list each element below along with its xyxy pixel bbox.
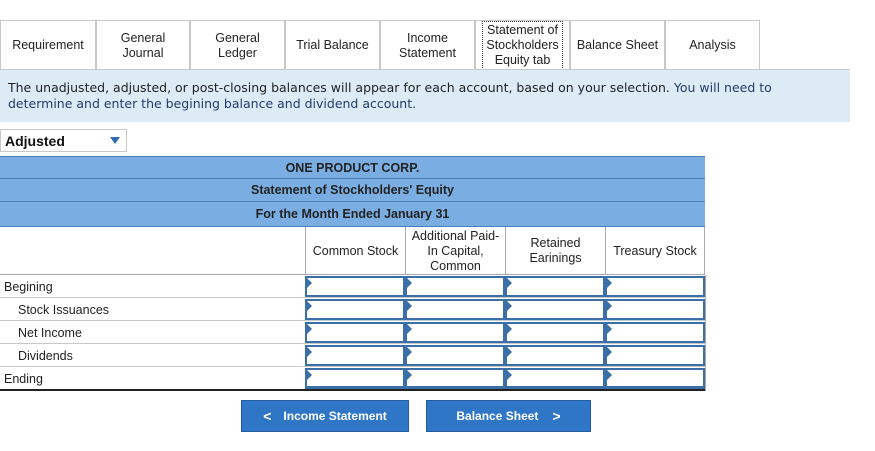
- ending-treasury-stock-input[interactable]: [605, 368, 705, 389]
- begining-common-stock-input[interactable]: [305, 276, 405, 297]
- tab-label: General Journal: [120, 30, 166, 60]
- statement-period-text: For the Month Ended January 31: [255, 207, 450, 221]
- table-right-border: [705, 275, 706, 391]
- tab-label: Trial Balance: [296, 38, 369, 52]
- tab-requirement[interactable]: [0, 20, 96, 70]
- prev-button-label: Income Statement: [283, 409, 387, 423]
- dividends-retained-earnings-input[interactable]: [505, 345, 605, 366]
- tab-general-journal[interactable]: [96, 20, 190, 70]
- row-dividends: [0, 344, 705, 367]
- net-income-treasury-stock-input[interactable]: [605, 322, 705, 343]
- instruction-text: The unadjusted, adjusted, or post-closing balances will appear for each account, based on your selection.: [8, 80, 674, 95]
- tab-label: Income Statement: [399, 30, 456, 60]
- statement-title: [0, 179, 705, 202]
- ending-apic-input[interactable]: [405, 368, 505, 389]
- statement-period: [0, 202, 705, 227]
- row-label: Net Income: [18, 325, 82, 340]
- balance-type-select[interactable]: [0, 129, 127, 152]
- tab-trial-balance[interactable]: [285, 20, 380, 70]
- balance-type-value: Adjusted: [5, 132, 65, 149]
- tab-label: Analysis: [689, 38, 736, 52]
- begining-retained-earnings-input[interactable]: [505, 276, 605, 297]
- instruction-highlight: You will need to determine and enter the begining balance and dividend account.: [8, 80, 772, 111]
- ending-retained-earnings-input[interactable]: [505, 368, 605, 389]
- statement-title-text: Statement of Stockholders' Equity: [250, 183, 454, 197]
- row-stock-issuances: [0, 298, 705, 321]
- tab-balance-sheet[interactable]: [570, 20, 665, 70]
- tab-label: General Ledger: [215, 30, 260, 60]
- net-income-common-stock-input[interactable]: [305, 322, 405, 343]
- row-label: Ending: [4, 371, 43, 386]
- net-income-retained-earnings-input[interactable]: [505, 322, 605, 343]
- chevron-down-icon[interactable]: [110, 137, 120, 144]
- stock-issuances-treasury-stock-input[interactable]: [605, 299, 705, 320]
- dividends-apic-input[interactable]: [405, 345, 505, 366]
- row-begining: [0, 275, 705, 298]
- column-header-row: [0, 227, 705, 275]
- tab-general-ledger[interactable]: [190, 20, 285, 70]
- row-label: Dividends: [18, 348, 73, 363]
- company-name: ONE PRODUCT CORP.: [285, 160, 420, 175]
- statement-company: [0, 156, 705, 179]
- begining-apic-input[interactable]: [405, 276, 505, 297]
- col-treasury-stock: Treasury Stock: [605, 227, 705, 275]
- row-label: Begining: [4, 279, 53, 294]
- tab-income-statement[interactable]: [380, 20, 475, 70]
- ending-common-stock-input[interactable]: [305, 368, 405, 389]
- stock-issuances-retained-earnings-input[interactable]: [505, 299, 605, 320]
- stock-issuances-apic-input[interactable]: [405, 299, 505, 320]
- next-balance-sheet-button[interactable]: [426, 400, 591, 432]
- row-ending: [0, 367, 705, 391]
- chevron-left-icon: <: [263, 408, 272, 424]
- tab-label: Requirement: [12, 38, 84, 52]
- tab-label: Statement of Stockholders Equity tab: [482, 21, 562, 70]
- row-label: Stock Issuances: [18, 302, 110, 317]
- stock-issuances-common-stock-input[interactable]: [305, 299, 405, 320]
- col-common-stock: Common Stock: [305, 227, 405, 275]
- begining-treasury-stock-input[interactable]: [605, 276, 705, 297]
- instruction-banner: [0, 70, 850, 122]
- next-button-label: Balance Sheet: [456, 409, 539, 423]
- col-additional-paid-in-capital: Additional Paid- In Capital, Common: [405, 227, 505, 275]
- dividends-common-stock-input[interactable]: [305, 345, 405, 366]
- tab-label: Balance Sheet: [576, 38, 659, 52]
- tab-statement-of-stockholders-equity[interactable]: [475, 20, 570, 70]
- chevron-right-icon: >: [552, 408, 561, 424]
- tab-analysis[interactable]: [665, 20, 760, 70]
- net-income-apic-input[interactable]: [405, 322, 505, 343]
- prev-income-statement-button[interactable]: [241, 400, 409, 432]
- dividends-treasury-stock-input[interactable]: [605, 345, 705, 366]
- row-net-income: [0, 321, 705, 344]
- col-retained-earnings: Retained Earinings: [505, 227, 605, 275]
